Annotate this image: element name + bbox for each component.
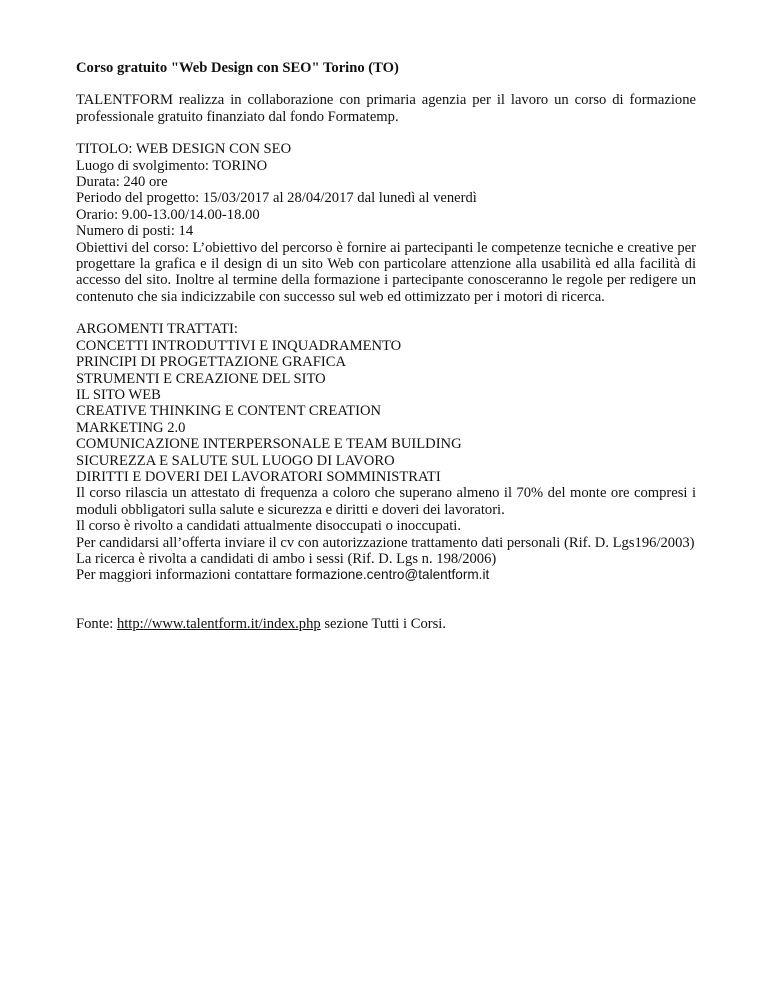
eligibility-line: Il corso è rivolto a candidati attualmente disoccupati o inoccupati. xyxy=(76,518,461,535)
topic-item: COMUNICAZIONE INTERPERSONALE E TEAM BUILDING xyxy=(76,436,462,453)
topics-heading: ARGOMENTI TRATTATI: xyxy=(76,321,238,338)
topic-item: STRUMENTI E CREAZIONE DEL SITO xyxy=(76,370,326,387)
source-line xyxy=(76,616,696,632)
topics-section xyxy=(76,321,696,584)
schedule-line: Orario: 9.00-13.00/14.00-18.00 xyxy=(76,206,260,223)
objectives-paragraph: Obiettivi del corso: L’obiettivo del percorso è fornire ai partecipanti le competenze tecniche e creative per progettare la grafica e il design di un sito Web con particolare attenzione alla usabilità ed alla facilità di accesso del sito. Inoltre al termine della formazione i partecipante conosceranno le regole per redigere un contenuto che sia indicizzabile con successo sul web ed ottimizzato per i motori di ricerca. xyxy=(76,239,696,305)
course-title-line: TITOLO: WEB DESIGN CON SEO xyxy=(76,141,292,158)
topic-item: MARKETING 2.0 xyxy=(76,419,186,436)
seats-line: Numero di posti: 14 xyxy=(76,223,194,240)
gender-line: La ricerca è rivolta a candidati di ambo i sessi (Rif. D. Lgs n. 198/2006) xyxy=(76,550,497,567)
document-page xyxy=(76,60,696,647)
duration-line: Durata: 240 ore xyxy=(76,174,168,191)
topic-item: DIRITTI E DOVERI DEI LAVORATORI SOMMINISTRATI xyxy=(76,468,441,485)
source-url-link[interactable]: http://www.talentform.it/index.php xyxy=(116,615,321,632)
topic-item: CREATIVE THINKING E CONTENT CREATION xyxy=(76,403,382,420)
application-paragraph: Per candidarsi all’offerta inviare il cv con autorizzazione trattamento dati personali (Rif. D. Lgs196/2003) xyxy=(76,534,695,551)
topic-item: CONCETTI INTRODUTTIVI E INQUADRAMENTO xyxy=(76,337,402,354)
contact-email-link[interactable]: formazione.centro@talentform.it xyxy=(295,567,490,583)
period-line: Periodo del progetto: 15/03/2017 al 28/04/2017 dal lunedì al venerdì xyxy=(76,190,477,207)
document-title: Corso gratuito "Web Design con SEO" Torino (TO) xyxy=(76,60,399,76)
course-details xyxy=(76,141,696,305)
certificate-paragraph: Il corso rilascia un attestato di frequenza a coloro che superano almeno il 70% del monte ore compresi i moduli obbligatori sulla salute e sicurezza e diritti e doveri dei lavoratori. xyxy=(76,485,696,518)
intro-paragraph: TALENTFORM realizza in collaborazione con primaria agenzia per il lavoro un corso di formazione professionale gratuito finanziato dal fondo Formatemp. xyxy=(76,92,696,125)
location-line: Luogo di svolgimento: TORINO xyxy=(76,157,268,174)
topic-item: IL SITO WEB xyxy=(76,386,161,403)
source-prefix: Fonte: xyxy=(76,615,117,632)
contact-prefix: Per maggiori informazioni contattare xyxy=(76,567,296,584)
topic-item: SICUREZZA E SALUTE SUL LUOGO DI LAVORO xyxy=(76,452,395,469)
topic-item: PRINCIPI DI PROGETTAZIONE GRAFICA xyxy=(76,354,347,371)
source-suffix: sezione Tutti i Corsi. xyxy=(320,615,446,632)
contact-line xyxy=(76,567,696,583)
